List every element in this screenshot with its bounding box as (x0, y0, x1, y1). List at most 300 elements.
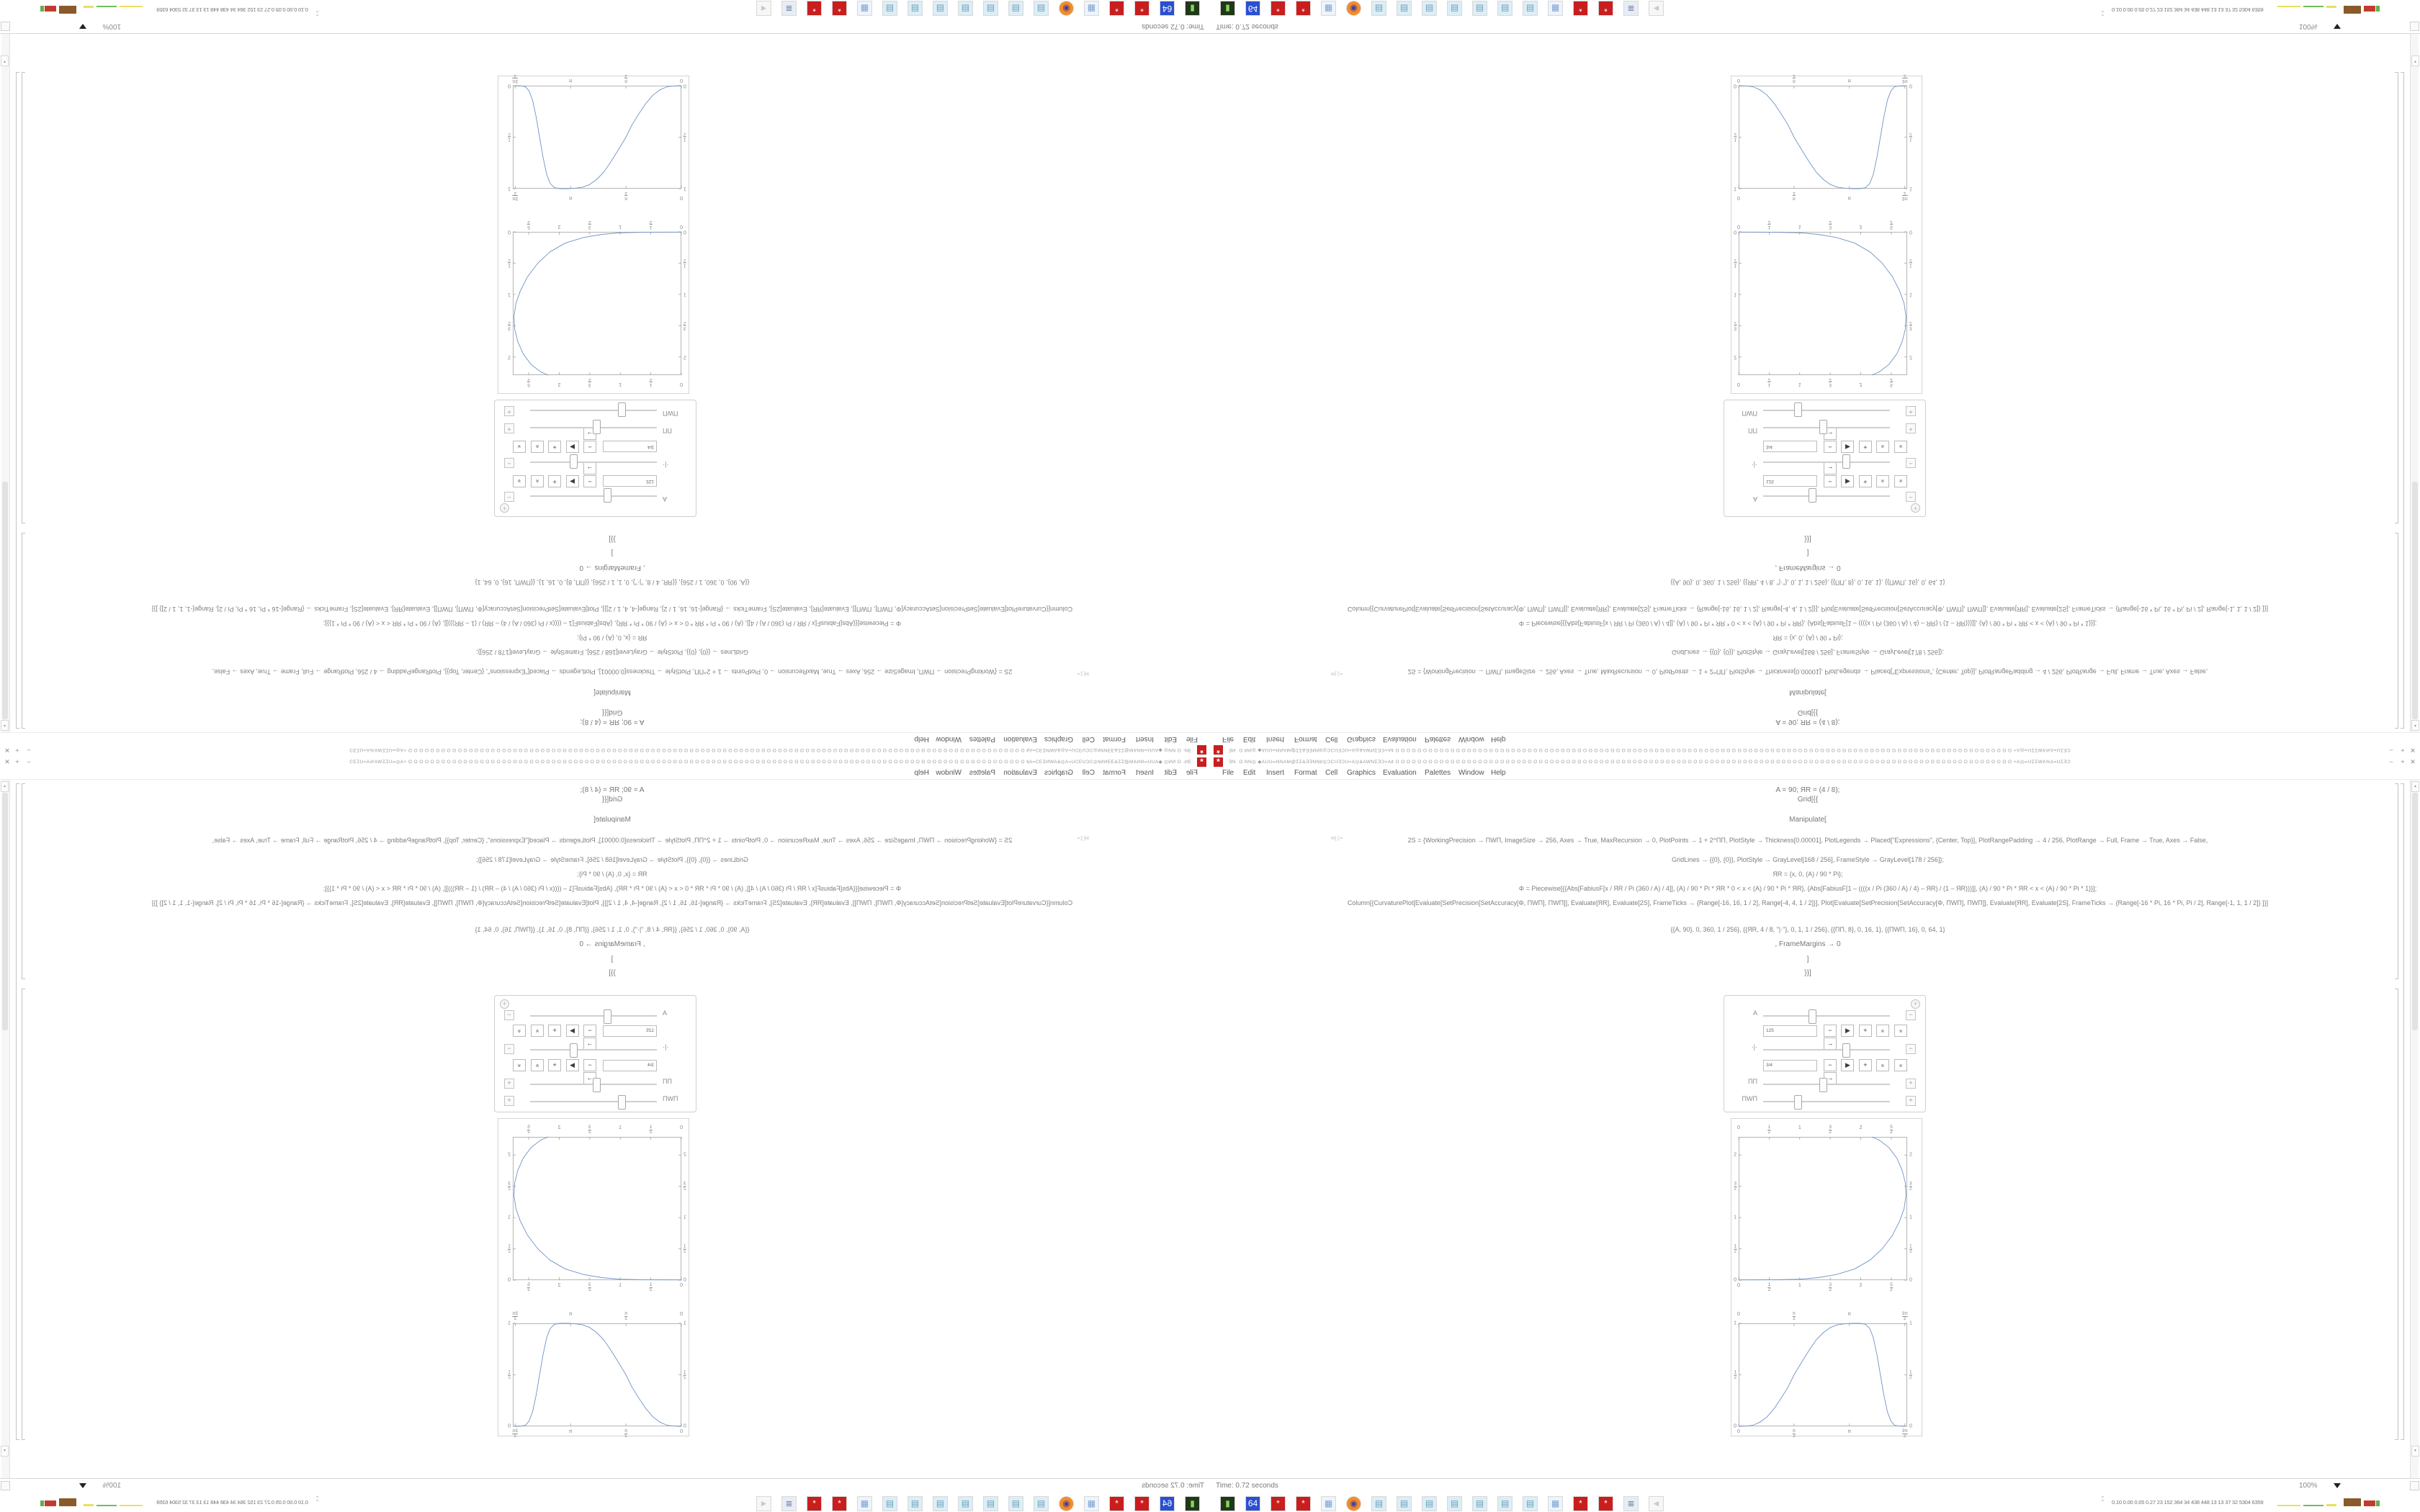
code-line[interactable]: }}] (609, 535, 616, 543)
sysmon-chevron-icon[interactable]: ^ ^ (2102, 8, 2104, 16)
menu-graphics[interactable]: Graphics (1044, 735, 1073, 743)
notepad-icon[interactable]: ▤ (1523, 1496, 1538, 1511)
menu-window[interactable]: Window (1458, 735, 1484, 743)
notepad-icon[interactable]: ▤ (908, 1496, 923, 1511)
notepad-icon[interactable]: ▤ (1397, 1496, 1412, 1511)
value-field[interactable]: 125 (603, 1025, 657, 1037)
code-line[interactable]: Φ = Piecewise[{{Abs[FabiusF[x / ЯR / Pi (360 / A) / 4]], (A) / 90 * Pi * ЯR * 0 < x < (A) / 90 * Pi * ЯR}, {Abs[FabiusF[1 – ((((x / Pi (360 / A) / 4) – ЯR) / (1 – ЯR)))]], (A) / 90 * Pi * ЯR < x < (A) / 90 * Pi * 1}}]; (323, 620, 902, 627)
code-line[interactable]: 2S = {WorkingPrecision → ΠWΠ, ImageSize → 256, Axes → True, MaxRecursion → 0, PlotPoints → 1 + 2^ΠΠ, PlotStyle → Thickness[0.00001], PlotLegends → Placed["Expressions", {Center, Top}], PlotRangePadding → 4 / 256, PlotRange → Full, Frame → True, Axes → False, (1407, 668, 2208, 675)
sysmon-chevron-icon[interactable]: ^ ^ (2102, 1496, 2104, 1504)
code-line[interactable]: ЯR = {x, 0, (A) / 90 * Pi}; (1773, 634, 1843, 642)
speaker-muted-icon[interactable]: ◄ (1649, 1496, 1664, 1511)
code-line[interactable]: 2S = {WorkingPrecision → ΠWΠ, ImageSize → 256, Axes → True, MaxRecursion → 0, PlotPoints → 1 + 2^ΠΠ, PlotStyle → Thickness[0.00001], PlotLegends → Placed["Expressions", {Center, Top}], PlotRangePadding → 4 / 256, PlotRange → Full, Frame → True, Axes → False, (212, 668, 1013, 675)
notepad-icon[interactable]: ▤ (1371, 1496, 1386, 1511)
mathematica-icon[interactable]: * (1296, 1, 1311, 16)
step-plus-button[interactable]: + (548, 1025, 561, 1037)
collapse-toggle[interactable]: − (504, 1044, 514, 1054)
code-line[interactable]: Manipulate[ (1789, 816, 1827, 824)
notepad-icon[interactable]: ▤ (983, 1, 998, 16)
value-field[interactable]: 3/4 (1763, 441, 1817, 452)
menu-format[interactable]: Format (1103, 769, 1126, 777)
slider-thumb[interactable] (1819, 420, 1827, 434)
calculator-icon[interactable]: ▦ (1548, 1, 1563, 16)
menu-evaluation[interactable]: Evaluation (1383, 735, 1417, 743)
code-line[interactable]: A = 90; ЯR = (4 / 8); (580, 718, 645, 726)
step-plus-button[interactable]: + (548, 475, 561, 487)
mathematica-icon[interactable]: * (1214, 745, 1223, 755)
step-plus-button[interactable]: + (1859, 1059, 1872, 1071)
scroll-up-icon[interactable]: ▲ (1, 781, 9, 792)
scroll-icon[interactable]: ≣ (781, 1, 797, 16)
slider-RR[interactable] (1763, 1049, 1890, 1050)
menu-palettes[interactable]: Palettes (1425, 769, 1451, 777)
step-minus-button[interactable]: − (1824, 1025, 1837, 1037)
code-line[interactable]: Column[{CurvaturePlot[Evaluate[SetPrecision[SetAccuracy[Φ, ΠWΠ], ΠWΠ]], Evaluate[ЯR], Evaluate[2S], FrameTicks → {Range[-16, 16, 1 / 2], Range[-4, 4, 1 / 2]}], Plot[Evaluate[SetPrecision[SetAccuracy[Φ, ΠWΠ], ΠWΠ]], Evaluate[ЯR], Evaluate[2S], FrameTicks → {Range[-16 * Pi, 16 * Pi, Pi / 2], Range[-1, 1, 1 / 2]} ]}] (151, 899, 1073, 906)
menu-format[interactable]: Format (1294, 769, 1317, 777)
slider-thumb[interactable] (1809, 488, 1816, 503)
faster-button[interactable]: » (1876, 1025, 1889, 1037)
menu-insert[interactable]: Insert (1266, 735, 1285, 743)
menu-evaluation[interactable]: Evaluation (1383, 769, 1417, 777)
menu-edit[interactable]: Edit (1164, 735, 1177, 743)
notepad-icon[interactable]: ▤ (1422, 1496, 1437, 1511)
menu-graphics[interactable]: Graphics (1347, 769, 1376, 777)
faster-button[interactable]: » (531, 1059, 544, 1071)
speaker-muted-icon[interactable]: ◄ (1649, 1, 1664, 16)
terminal-icon[interactable]: ▮ (1220, 1496, 1235, 1511)
plus-button[interactable]: + (15, 747, 19, 754)
play-button[interactable]: ▶ (566, 441, 579, 453)
slider-A[interactable] (530, 1015, 657, 1017)
minimize-button[interactable]: − (2389, 758, 2393, 765)
collapse-toggle[interactable]: − (1906, 1010, 1916, 1020)
menu-edit[interactable]: Edit (1243, 769, 1256, 777)
slider-NN[interactable] (1763, 1084, 1890, 1085)
slower-button[interactable]: » (513, 475, 526, 487)
direction-button[interactable]: → (583, 1038, 596, 1050)
scrollbar-thumb[interactable] (2412, 482, 2418, 719)
expand-toggle[interactable]: + (1906, 1096, 1916, 1106)
resize-grip[interactable] (1, 22, 10, 31)
menu-format[interactable]: Format (1294, 735, 1317, 743)
close-button[interactable]: ✕ (4, 758, 10, 765)
plus-button[interactable]: + (2401, 747, 2405, 754)
menu-window[interactable]: Window (936, 735, 962, 743)
scroll-icon[interactable]: ≣ (781, 1496, 797, 1511)
step-minus-button[interactable]: − (1824, 475, 1837, 487)
slider-A[interactable] (530, 495, 657, 497)
speaker-muted-icon[interactable]: ◄ (756, 1496, 771, 1511)
notepad-icon[interactable]: ▤ (1472, 1, 1487, 16)
menu-insert[interactable]: Insert (1266, 769, 1285, 777)
expand-toggle[interactable]: + (504, 423, 514, 433)
direction-button[interactable]: → (1824, 428, 1837, 440)
expand-toggle[interactable]: + (1906, 423, 1916, 433)
cell-bracket-output[interactable] (22, 72, 25, 523)
notepad-icon[interactable]: ▤ (1397, 1, 1412, 16)
resize-grip[interactable] (1, 1481, 10, 1490)
faster-button[interactable]: » (1876, 441, 1889, 453)
slider-NN[interactable] (530, 1084, 657, 1085)
manipulate-options-icon[interactable]: + (1911, 999, 1920, 1009)
play-button[interactable]: ▶ (566, 475, 579, 487)
slider-thumb[interactable] (1794, 402, 1802, 417)
menu-cell[interactable]: Cell (1082, 735, 1095, 743)
menu-edit[interactable]: Edit (1164, 769, 1177, 777)
faster-button[interactable]: » (531, 1025, 544, 1037)
notepad-icon[interactable]: ▤ (1034, 1, 1049, 16)
firefox-icon[interactable]: ◉ (1059, 1, 1074, 16)
collapse-toggle[interactable]: − (504, 492, 514, 502)
notepad-icon[interactable]: ▤ (1497, 1, 1512, 16)
code-line[interactable]: Grid[{{ (601, 796, 623, 804)
vertical-scrollbar[interactable] (2410, 780, 2419, 1478)
close-button[interactable]: ✕ (2410, 758, 2416, 765)
terminal-icon[interactable]: ▮ (1185, 1, 1200, 16)
code-line[interactable]: Grid[{{ (1797, 708, 1819, 716)
code-line[interactable]: {{A, 90}, 0, 360, 1 / 256}, {{ЯR, 4 / 8, "|·"}, 0, 1, 1 / 256}, {{ΠΠ, 8}, 0, 16, 1}, {{ΠWΠ, 16}, 0, 64, 1} (475, 926, 750, 933)
notepad-icon[interactable]: ▤ (933, 1496, 948, 1511)
slider-NWN[interactable] (530, 1101, 657, 1102)
code-line[interactable]: Column[{CurvaturePlot[Evaluate[SetPrecision[SetAccuracy[Φ, ΠWΠ], ΠWΠ]], Evaluate[ЯR], Evaluate[2S], FrameTicks → {Range[-16, 16, 1 / 2], Range[-4, 4, 1 / 2]}], Plot[Evaluate[SetPrecision[SetAccuracy[Φ, ΠWΠ], ΠWΠ]], Evaluate[ЯR], Evaluate[2S], FrameTicks → {Range[-16 * Pi, 16 * Pi, Pi / 2], Range[-1, 1, 1 / 2]} ]}] (151, 606, 1073, 613)
scroll-up-icon[interactable]: ▲ (2411, 781, 2419, 792)
code-line[interactable]: , FrameMargins → 0 (1775, 940, 1841, 948)
cell-bracket-input[interactable] (22, 783, 25, 979)
mathematica-icon[interactable]: * (807, 1496, 822, 1511)
scroll-icon[interactable]: ≣ (1623, 1496, 1639, 1511)
collapse-toggle[interactable]: − (504, 458, 514, 468)
scrollbar-thumb[interactable] (2412, 793, 2418, 1030)
code-line[interactable]: ЯR = {x, 0, (A) / 90 * Pi}; (1773, 870, 1843, 878)
vertical-scrollbar[interactable] (2410, 34, 2419, 732)
code-line[interactable]: Column[{CurvaturePlot[Evaluate[SetPrecision[SetAccuracy[Φ, ΠWΠ], ΠWΠ]], Evaluate[ЯR], Evaluate[2S], FrameTicks → {Range[-16, 16, 1 / 2], Range[-4, 4, 1 / 2]}], Plot[Evaluate[SetPrecision[SetAccuracy[Φ, ΠWΠ], ΠWΠ]], Evaluate[ЯR], Evaluate[2S], FrameTicks → {Range[-16 * Pi, 16 * Pi, Pi / 2], Range[-1, 1, 1 / 2]} ]}] (1347, 606, 2269, 613)
slider-thumb[interactable] (1819, 1078, 1827, 1092)
mathematica-icon[interactable]: * (1214, 757, 1223, 767)
code-line[interactable]: ЯR = {x, 0, (A) / 90 * Pi}; (577, 870, 647, 878)
expand-toggle[interactable]: + (1906, 406, 1916, 416)
play-button[interactable]: ▶ (1841, 1025, 1854, 1037)
faster-button[interactable]: » (1876, 1059, 1889, 1071)
step-minus-button[interactable]: − (583, 1025, 596, 1037)
menu-cell[interactable]: Cell (1325, 769, 1338, 777)
slider-thumb[interactable] (570, 1043, 578, 1058)
mathematica-icon[interactable]: * (807, 1, 822, 16)
collapse-toggle[interactable]: − (1906, 492, 1916, 502)
mathematica-icon[interactable]: * (1134, 1496, 1150, 1511)
notepad-icon[interactable]: ▤ (1447, 1496, 1462, 1511)
menu-help[interactable]: Help (914, 735, 929, 743)
notepad-icon[interactable]: ▤ (1472, 1496, 1487, 1511)
code-line[interactable]: Grid[{{ (1797, 796, 1819, 804)
slider-A[interactable] (1763, 1015, 1890, 1017)
notepad-icon[interactable]: ▤ (1497, 1496, 1512, 1511)
terminal-icon[interactable]: ▮ (1185, 1496, 1200, 1511)
minimize-button[interactable]: − (27, 747, 31, 754)
mathematica-icon[interactable]: * (832, 1, 847, 16)
code-line[interactable]: Manipulate[ (593, 688, 631, 696)
value-field[interactable]: 125 (1763, 475, 1817, 487)
scroll-down-icon[interactable]: ▼ (2411, 1446, 2419, 1457)
notepad-icon[interactable]: ▤ (1008, 1, 1023, 16)
code-line[interactable]: A = 90; ЯR = (4 / 8); (580, 786, 645, 794)
minimize-button[interactable]: − (2389, 747, 2393, 754)
plus-button[interactable]: + (2401, 758, 2405, 765)
code-line[interactable]: }}] (1804, 535, 1811, 543)
code-line[interactable]: GridLines → {{0}, {0}}, PlotStyle → GrayLevel[168 / 256], FrameStyle → GrayLevel[178 / 256]}; (1672, 649, 1944, 656)
menu-evaluation[interactable]: Evaluation (1003, 769, 1037, 777)
cell-bracket-group[interactable] (2401, 783, 2404, 1440)
direction-button[interactable]: → (1824, 462, 1837, 474)
notepad-icon[interactable]: ▤ (958, 1, 973, 16)
menu-insert[interactable]: Insert (1135, 769, 1154, 777)
step-minus-button[interactable]: − (1824, 1059, 1837, 1071)
slider-thumb[interactable] (1794, 1095, 1802, 1110)
mathematica-icon[interactable]: * (1109, 1, 1124, 16)
slider-RR[interactable] (530, 1049, 657, 1050)
menu-insert[interactable]: Insert (1135, 735, 1154, 743)
code-line[interactable]: Manipulate[ (593, 816, 631, 824)
slider-NWN[interactable] (1763, 1101, 1890, 1102)
calculator-icon[interactable]: ▦ (1321, 1496, 1336, 1511)
expand-toggle[interactable]: + (1906, 1079, 1916, 1089)
menu-file[interactable]: File (1186, 735, 1198, 743)
menu-help[interactable]: Help (914, 769, 929, 777)
calculator-icon[interactable]: ▦ (1084, 1, 1099, 16)
slider-thumb[interactable] (570, 454, 578, 469)
floppy-64-icon[interactable]: 64 (1160, 1496, 1175, 1511)
code-line[interactable]: ] (611, 549, 614, 557)
slider-NN[interactable] (1763, 427, 1890, 428)
resize-grip[interactable] (2410, 1481, 2419, 1490)
cell-bracket-output[interactable] (22, 989, 25, 1440)
menu-evaluation[interactable]: Evaluation (1003, 735, 1037, 743)
menu-cell[interactable]: Cell (1325, 735, 1338, 743)
mathematica-icon[interactable]: * (1573, 1496, 1588, 1511)
step-plus-button[interactable]: + (1859, 475, 1872, 487)
notepad-icon[interactable]: ▤ (1008, 1496, 1023, 1511)
expand-toggle[interactable]: + (504, 1079, 514, 1089)
play-button[interactable]: ▶ (566, 1059, 579, 1071)
step-minus-button[interactable]: − (1824, 441, 1837, 453)
code-line[interactable]: }}] (1804, 969, 1811, 977)
close-button[interactable]: ✕ (2410, 747, 2416, 754)
code-line[interactable]: Column[{CurvaturePlot[Evaluate[SetPrecision[SetAccuracy[Φ, ΠWΠ], ΠWΠ]], Evaluate[ЯR], Evaluate[2S], FrameTicks → {Range[-16, 16, 1 / 2], Range[-4, 4, 1 / 2]}], Plot[Evaluate[SetPrecision[SetAccuracy[Φ, ΠWΠ], ΠWΠ]], Evaluate[ЯR], Evaluate[2S], FrameTicks → {Range[-16 * Pi, 16 * Pi, Pi / 2], Range[-1, 1, 1 / 2]} ]}] (1347, 899, 2269, 906)
code-line[interactable]: 2S = {WorkingPrecision → ΠWΠ, ImageSize → 256, Axes → True, MaxRecursion → 0, PlotPoints → 1 + 2^ΠΠ, PlotStyle → Thickness[0.00001], PlotLegends → Placed["Expressions", {Center, Top}], PlotRangePadding → 4 / 256, PlotRange → Full, Frame → True, Axes → False, (1407, 837, 2208, 844)
calculator-icon[interactable]: ▦ (1084, 1496, 1099, 1511)
cell-bracket-group[interactable] (16, 783, 19, 1440)
menu-format[interactable]: Format (1103, 735, 1126, 743)
mathematica-icon[interactable]: * (1197, 745, 1206, 755)
slower-button[interactable]: » (513, 1059, 526, 1071)
code-line[interactable]: }}] (609, 969, 616, 977)
slider-thumb[interactable] (618, 1095, 626, 1110)
slower-button[interactable]: » (1894, 1059, 1907, 1071)
minimize-button[interactable]: − (27, 758, 31, 765)
collapse-toggle[interactable]: − (1906, 458, 1916, 468)
menu-file[interactable]: File (1186, 769, 1198, 777)
mathematica-icon[interactable]: * (1573, 1, 1588, 16)
magnification-dropdown-icon[interactable] (2334, 1483, 2341, 1488)
code-line[interactable]: Grid[{{ (601, 708, 623, 716)
code-line[interactable]: {{A, 90}, 0, 360, 1 / 256}, {{ЯR, 4 / 8, "|·"}, 0, 1, 1 / 256}, {{ΠΠ, 8}, 0, 16, 1}, {{ΠWΠ, 16}, 0, 64, 1} (1670, 579, 1945, 586)
magnification-dropdown-icon[interactable] (79, 1483, 86, 1488)
code-line[interactable]: {{A, 90}, 0, 360, 1 / 256}, {{ЯR, 4 / 8, "|·"}, 0, 1, 1 / 256}, {{ΠΠ, 8}, 0, 16, 1}, {{ΠWΠ, 16}, 0, 64, 1} (1670, 926, 1945, 933)
menu-help[interactable]: Help (1491, 735, 1506, 743)
terminal-icon[interactable]: ▮ (1220, 1, 1235, 16)
vertical-scrollbar[interactable] (1, 780, 10, 1478)
step-plus-button[interactable]: + (1859, 441, 1872, 453)
value-field[interactable]: 3/4 (603, 1060, 657, 1071)
mathematica-icon[interactable]: * (1598, 1, 1613, 16)
play-button[interactable]: ▶ (1841, 1059, 1854, 1071)
cell-bracket-group[interactable] (16, 72, 19, 729)
slider-RR[interactable] (1763, 462, 1890, 463)
step-plus-button[interactable]: + (1859, 1025, 1872, 1037)
code-line[interactable]: GridLines → {{0}, {0}}, PlotStyle → GrayLevel[168 / 256], FrameStyle → GrayLevel[178 / 256]}; (476, 856, 748, 863)
magnification-dropdown-icon[interactable] (2334, 24, 2341, 29)
code-line[interactable]: ЯR = {x, 0, (A) / 90 * Pi}; (577, 634, 647, 642)
manipulate-options-icon[interactable]: + (500, 999, 509, 1009)
manipulate-options-icon[interactable]: + (1911, 503, 1920, 513)
step-minus-button[interactable]: − (583, 1059, 596, 1071)
magnification-value[interactable]: 100% (2299, 1482, 2318, 1490)
direction-button[interactable]: → (583, 462, 596, 474)
resize-grip[interactable] (2410, 22, 2419, 31)
calculator-icon[interactable]: ▦ (857, 1, 872, 16)
scroll-down-icon[interactable]: ▼ (1, 55, 9, 66)
menu-edit[interactable]: Edit (1243, 735, 1256, 743)
cell-bracket-input[interactable] (2395, 533, 2398, 729)
notepad-icon[interactable]: ▤ (933, 1, 948, 16)
step-plus-button[interactable]: + (548, 441, 561, 453)
value-field[interactable]: 125 (603, 475, 657, 487)
cell-bracket-output[interactable] (2395, 989, 2398, 1440)
manipulate-options-icon[interactable]: + (500, 503, 509, 513)
menu-file[interactable]: File (1222, 769, 1234, 777)
notepad-icon[interactable]: ▤ (882, 1, 897, 16)
calculator-icon[interactable]: ▦ (1321, 1, 1336, 16)
cell-bracket-input[interactable] (22, 533, 25, 729)
slider-RR[interactable] (530, 462, 657, 463)
vertical-scrollbar[interactable] (1, 34, 10, 732)
cell-bracket-output[interactable] (2395, 72, 2398, 523)
code-line[interactable]: GridLines → {{0}, {0}}, PlotStyle → GrayLevel[168 / 256], FrameStyle → GrayLevel[178 / 256]}; (476, 649, 748, 656)
faster-button[interactable]: » (531, 475, 544, 487)
calculator-icon[interactable]: ▦ (1548, 1496, 1563, 1511)
calculator-icon[interactable]: ▦ (857, 1496, 872, 1511)
notepad-icon[interactable]: ▤ (983, 1496, 998, 1511)
faster-button[interactable]: » (1876, 475, 1889, 487)
scroll-down-icon[interactable]: ▼ (2411, 55, 2419, 66)
slider-thumb[interactable] (604, 1009, 611, 1024)
code-line[interactable]: Φ = Piecewise[{{Abs[FabiusF[x / ЯR / Pi (360 / A) / 4]], (A) / 90 * Pi * ЯR * 0 < x < (A) / 90 * Pi * ЯR}, {Abs[FabiusF[1 – ((((x / Pi (360 / A) / 4) – ЯR) / (1 – ЯR)))]], (A) / 90 * Pi * ЯR < x < (A) / 90 * Pi * 1}}]; (323, 885, 902, 892)
direction-button[interactable]: → (1824, 1038, 1837, 1050)
code-line[interactable]: Φ = Piecewise[{{Abs[FabiusF[x / ЯR / Pi (360 / A) / 4]], (A) / 90 * Pi * ЯR * 0 < x < (A) / 90 * Pi * ЯR}, {Abs[FabiusF[1 – ((((x / Pi (360 / A) / 4) – ЯR) / (1 – ЯR)))]], (A) / 90 * Pi * ЯR < x < (A) / 90 * Pi * 1}}]; (1518, 885, 2097, 892)
cell-bracket-input[interactable] (2395, 783, 2398, 979)
menu-window[interactable]: Window (936, 769, 962, 777)
scroll-up-icon[interactable]: ▲ (2411, 720, 2419, 731)
code-line[interactable]: 2S = {WorkingPrecision → ΠWΠ, ImageSize → 256, Axes → True, MaxRecursion → 0, PlotPoints → 1 + 2^ΠΠ, PlotStyle → Thickness[0.00001], PlotLegends → Placed["Expressions", {Center, Top}], PlotRangePadding → 4 / 256, PlotRange → Full, Frame → True, Axes → False, (212, 837, 1013, 844)
menu-cell[interactable]: Cell (1082, 769, 1095, 777)
speaker-muted-icon[interactable]: ◄ (756, 1, 771, 16)
step-minus-button[interactable]: − (583, 441, 596, 453)
mathematica-icon[interactable]: * (1109, 1496, 1124, 1511)
collapse-toggle[interactable]: − (1906, 1044, 1916, 1054)
slider-A[interactable] (1763, 495, 1890, 497)
scrollbar-thumb[interactable] (2, 482, 8, 719)
notepad-icon[interactable]: ▤ (1422, 1, 1437, 16)
sysmon-chevron-icon[interactable]: ^ ^ (316, 1496, 318, 1504)
notepad-icon[interactable]: ▤ (1371, 1, 1386, 16)
mathematica-icon[interactable]: * (1134, 1, 1150, 16)
mathematica-icon[interactable]: * (832, 1496, 847, 1511)
scroll-down-icon[interactable]: ▼ (1, 1446, 9, 1457)
code-line[interactable]: {{A, 90}, 0, 360, 1 / 256}, {{ЯR, 4 / 8, "|·"}, 0, 1, 1 / 256}, {{ΠΠ, 8}, 0, 16, 1}, {{ΠWΠ, 16}, 0, 64, 1} (475, 579, 750, 586)
scroll-up-icon[interactable]: ▲ (1, 720, 9, 731)
floppy-64-icon[interactable]: 64 (1160, 1, 1175, 16)
menu-help[interactable]: Help (1491, 769, 1506, 777)
slider-thumb[interactable] (593, 1078, 601, 1092)
floppy-64-icon[interactable]: 64 (1245, 1, 1260, 16)
value-field[interactable]: 3/4 (1763, 1060, 1817, 1071)
code-line[interactable]: , FrameMargins → 0 (579, 940, 645, 948)
magnification-dropdown-icon[interactable] (79, 24, 86, 29)
value-field[interactable]: 3/4 (603, 441, 657, 452)
code-line[interactable]: Manipulate[ (1789, 688, 1827, 696)
firefox-icon[interactable]: ◉ (1346, 1, 1361, 16)
code-line[interactable]: A = 90; ЯR = (4 / 8); (1775, 718, 1840, 726)
step-plus-button[interactable]: + (548, 1059, 561, 1071)
slider-thumb[interactable] (1809, 1009, 1816, 1024)
direction-button[interactable]: → (1824, 1072, 1837, 1084)
sysmon-chevron-icon[interactable]: ^ ^ (316, 8, 318, 16)
mathematica-icon[interactable]: * (1270, 1, 1286, 16)
slider-thumb[interactable] (1842, 454, 1850, 469)
mathematica-icon[interactable]: * (1598, 1496, 1613, 1511)
direction-button[interactable]: → (583, 428, 596, 440)
slower-button[interactable]: » (1894, 441, 1907, 453)
code-line[interactable]: Φ = Piecewise[{{Abs[FabiusF[x / ЯR / Pi (360 / A) / 4]], (A) / 90 * Pi * ЯR * 0 < x < (A) / 90 * Pi * ЯR}, {Abs[FabiusF[1 – ((((x / Pi (360 / A) / 4) – ЯR) / (1 – ЯR)))]], (A) / 90 * Pi * ЯR < x < (A) / 90 * Pi * 1}}]; (1518, 620, 2097, 627)
menu-graphics[interactable]: Graphics (1044, 769, 1073, 777)
cell-bracket-group[interactable] (2401, 72, 2404, 729)
code-line[interactable]: , FrameMargins → 0 (1775, 564, 1841, 572)
slider-NN[interactable] (530, 427, 657, 428)
menu-palettes[interactable]: Palettes (969, 735, 995, 743)
code-line[interactable]: ] (1806, 549, 1809, 557)
play-button[interactable]: ▶ (566, 1025, 579, 1037)
slower-button[interactable]: » (1894, 1025, 1907, 1037)
slider-thumb[interactable] (1842, 1043, 1850, 1058)
step-minus-button[interactable]: − (583, 475, 596, 487)
direction-button[interactable]: → (583, 1072, 596, 1084)
slower-button[interactable]: » (513, 1025, 526, 1037)
expand-toggle[interactable]: + (504, 1096, 514, 1106)
mathematica-icon[interactable]: * (1296, 1496, 1311, 1511)
magnification-value[interactable]: 100% (102, 1482, 121, 1490)
slower-button[interactable]: » (1894, 475, 1907, 487)
mathematica-icon[interactable]: * (1270, 1496, 1286, 1511)
expand-toggle[interactable]: + (504, 406, 514, 416)
collapse-toggle[interactable]: − (504, 1010, 514, 1020)
floppy-64-icon[interactable]: 64 (1245, 1496, 1260, 1511)
menu-palettes[interactable]: Palettes (1425, 735, 1451, 743)
scrollbar-thumb[interactable] (2, 793, 8, 1030)
code-line[interactable]: , FrameMargins → 0 (579, 564, 645, 572)
firefox-icon[interactable]: ◉ (1346, 1496, 1361, 1511)
notepad-icon[interactable]: ▤ (882, 1496, 897, 1511)
menu-palettes[interactable]: Palettes (969, 769, 995, 777)
faster-button[interactable]: » (531, 441, 544, 453)
